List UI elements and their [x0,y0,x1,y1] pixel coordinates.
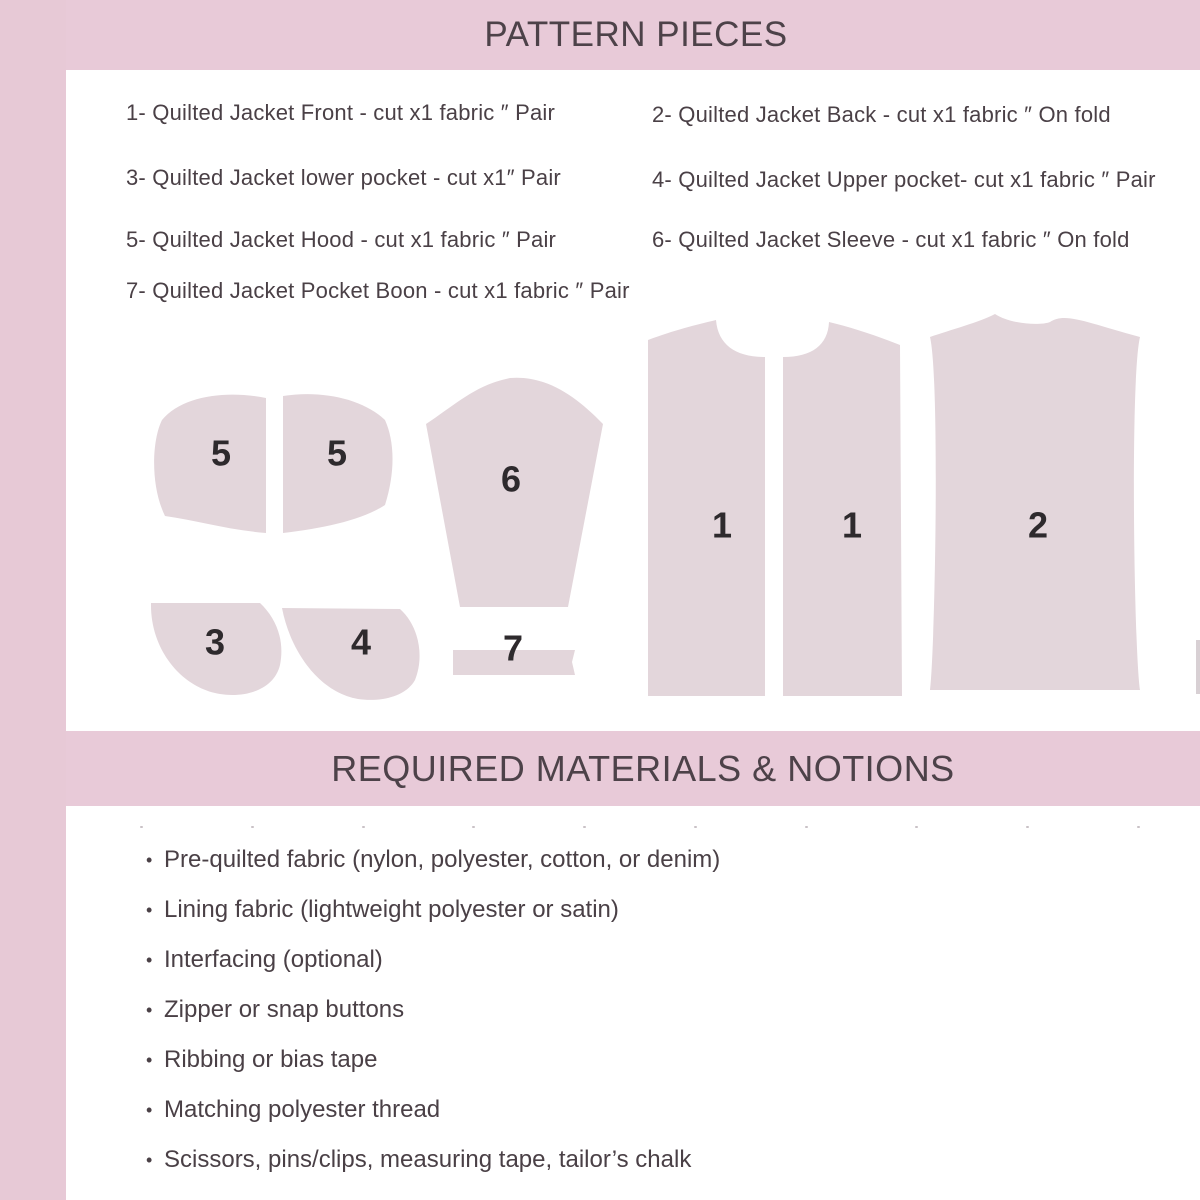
materials-header [66,731,1200,806]
sleeve-number: 6 [500,458,522,500]
materials-list [146,835,720,1185]
back-number: 2 [1027,504,1049,546]
front-left-piece [648,320,765,696]
hood-right-number: 5 [326,432,348,474]
dotted-divider [140,826,1140,830]
list-item [146,935,720,985]
list-item [146,1035,720,1085]
piece-item-5: 5- Quilted Jacket Hood - cut x1 fabric ″ Pair [126,227,557,252]
material-text: Scissors, pins/clips, measuring tape, tailor’s chalk [164,1146,692,1173]
list-item [146,985,720,1035]
list-item [146,1085,720,1135]
bullet-icon: • [146,1049,153,1070]
piece-item-3: 3- Quilted Jacket lower pocket - cut x1″ Pair [126,165,561,190]
hood-left-number: 5 [210,432,232,474]
bullet-icon: • [146,1149,153,1170]
material-text: Zipper or snap buttons [164,996,405,1023]
bullet-icon: • [146,899,153,920]
material-text: Pre-quilted fabric (nylon, polyester, cotton, or denim) [164,846,721,873]
edge-mark [1196,640,1200,694]
bullet-icon: • [146,999,153,1020]
material-text: Lining fabric (lightweight polyester or satin) [164,896,619,923]
front-right-number: 1 [841,504,863,546]
material-text: Interfacing (optional) [164,946,383,973]
bullet-icon: • [146,849,153,870]
pattern-pieces-title: PATTERN PIECES [484,15,788,54]
material-text: Matching polyester thread [164,1096,441,1123]
list-item [146,1135,720,1185]
back-piece [930,314,1140,690]
list-item [146,835,720,885]
bullet-icon: • [146,949,153,970]
upper-pocket-number: 4 [350,621,372,663]
piece-item-2: 2- Quilted Jacket Back - cut x1 fabric ″ On fold [652,102,1111,127]
list-item [146,885,720,935]
piece-item-1: 1- Quilted Jacket Front - cut x1 fabric ″ Pair [126,100,556,125]
material-text: Ribbing or bias tape [164,1046,378,1073]
piece-item-4: 4- Quilted Jacket Upper pocket- cut x1 fabric ″ Pair [652,167,1156,192]
bullet-icon: • [146,1099,153,1120]
piece-item-6: 6- Quilted Jacket Sleeve - cut x1 fabric ″ On fold [652,227,1130,252]
materials-title: REQUIRED MATERIALS & NOTIONS [331,747,955,789]
pocket-boon-number: 7 [502,627,524,669]
lower-pocket-number: 3 [204,621,226,663]
piece-item-7: 7- Quilted Jacket Pocket Boon - cut x1 fabric ″ Pair [126,278,630,303]
front-left-number: 1 [711,504,733,546]
